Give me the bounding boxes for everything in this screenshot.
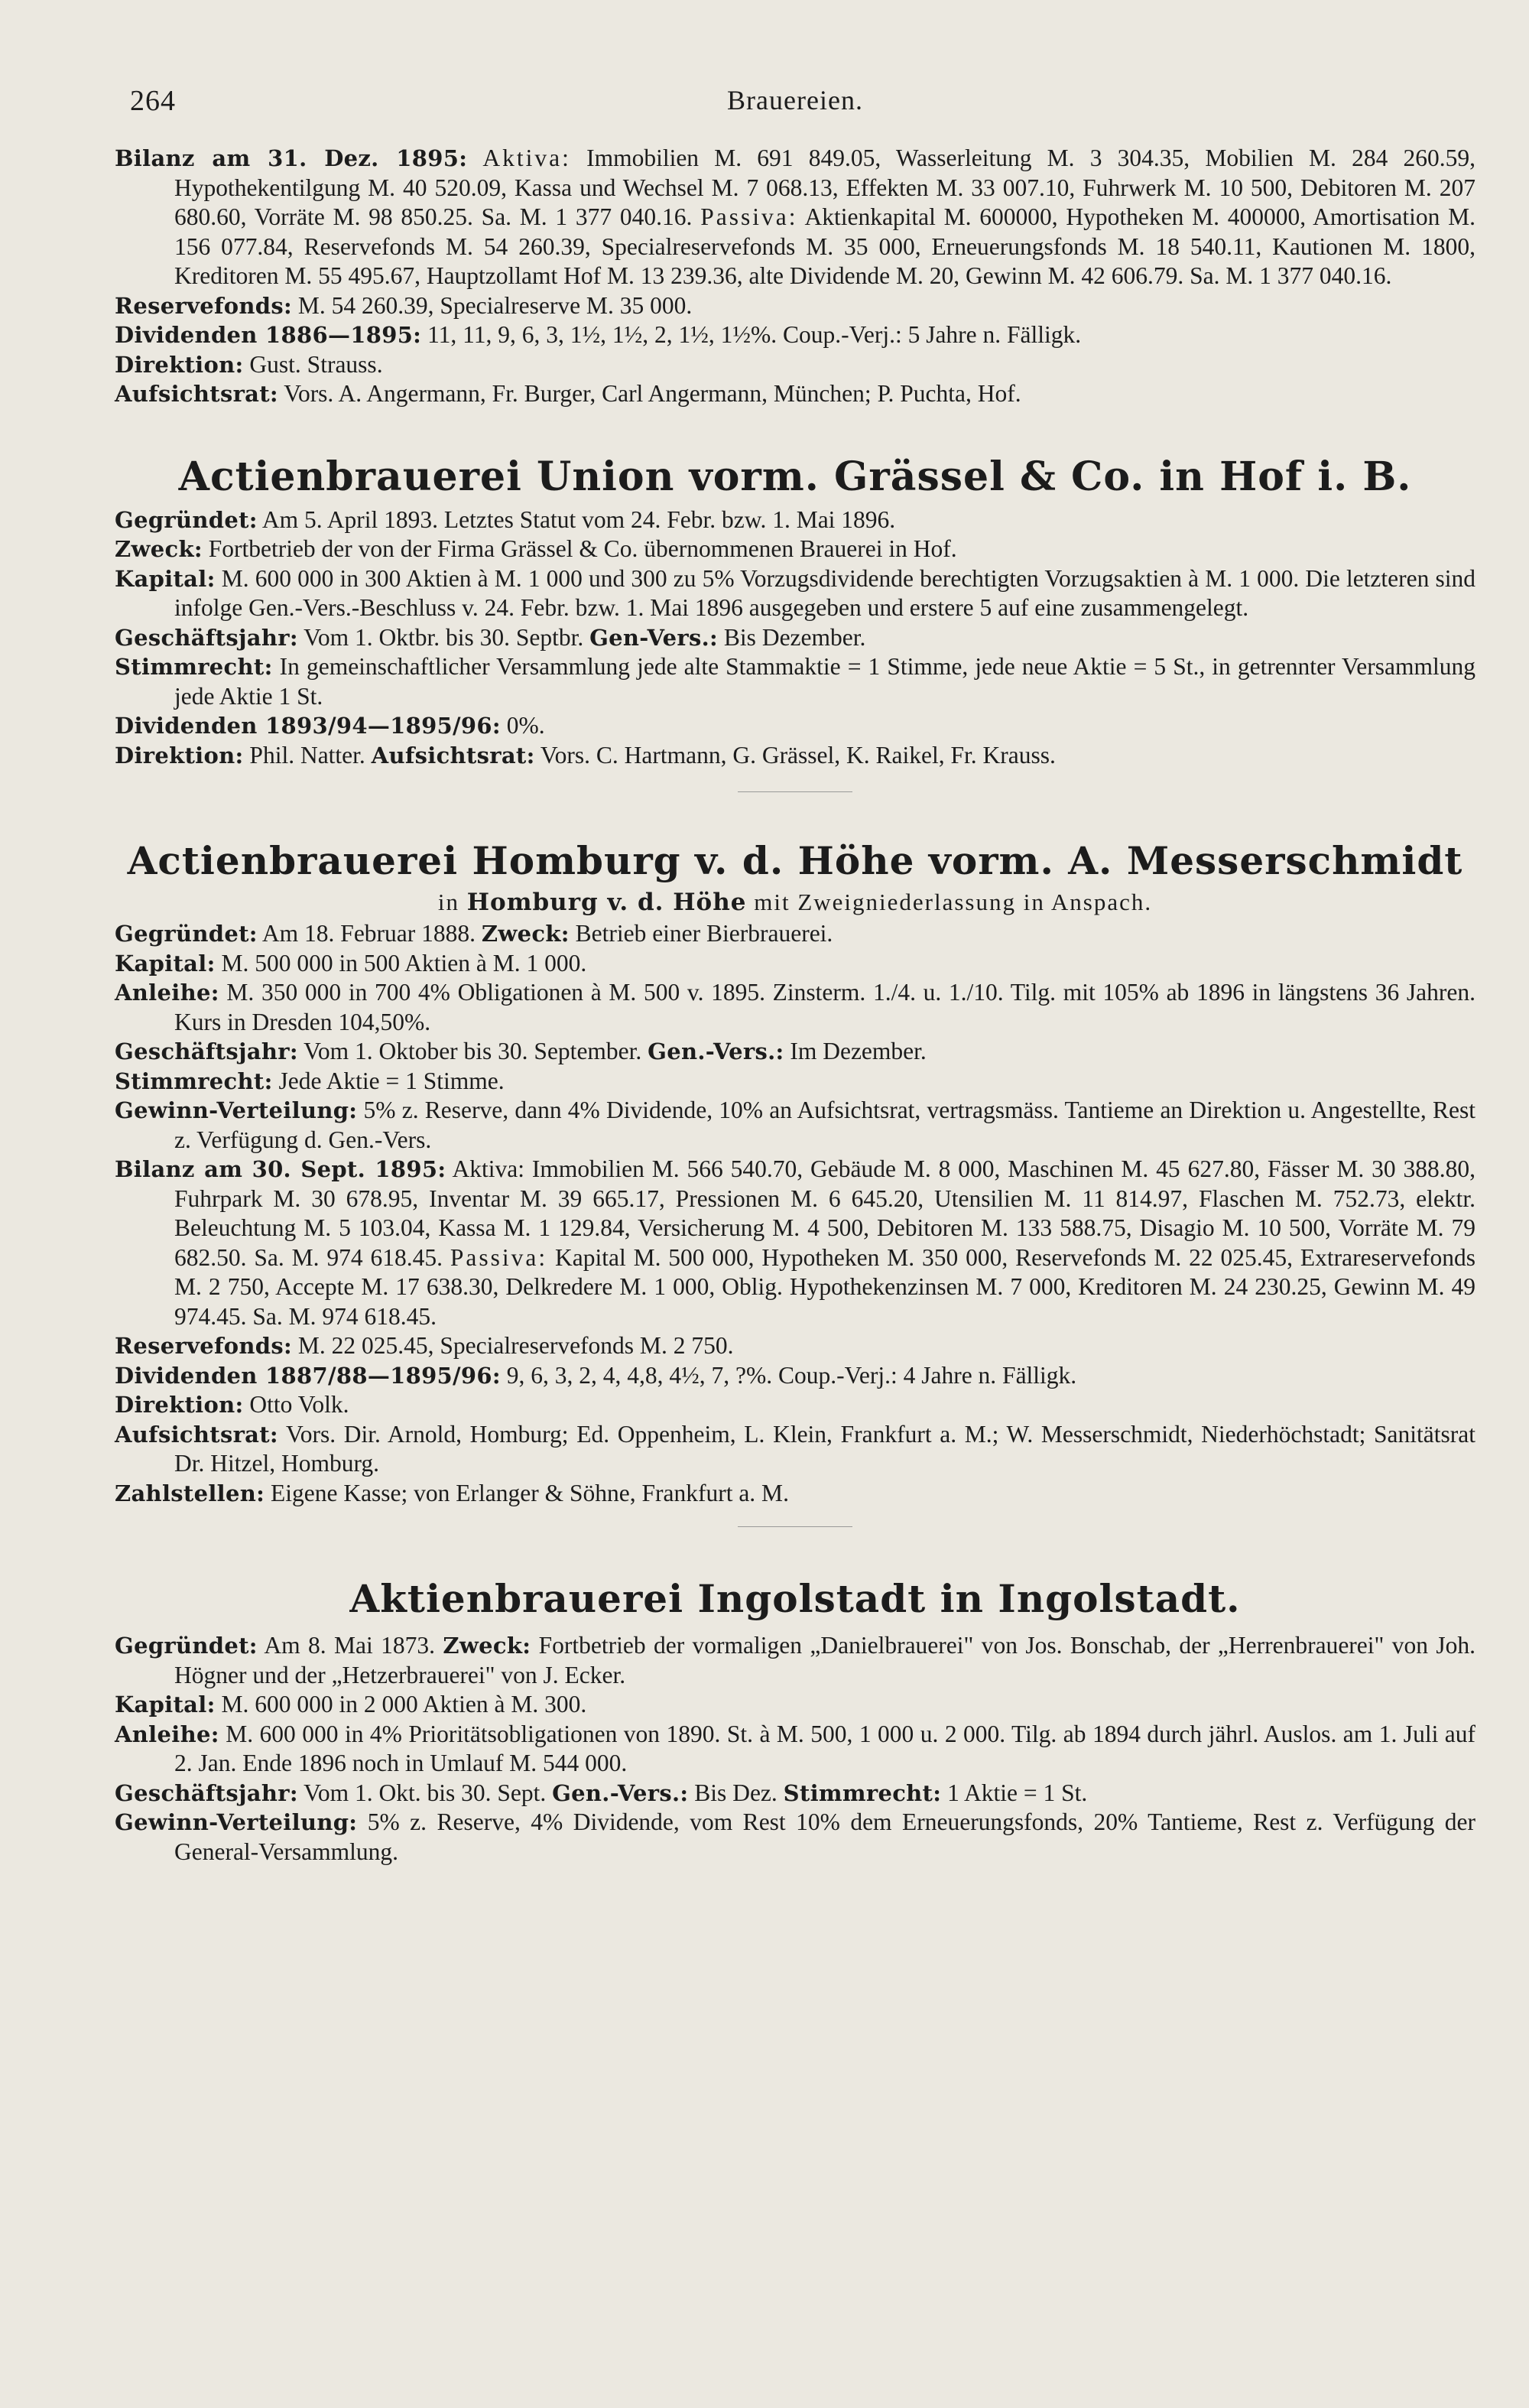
entry-text: Betrieb einer Bierbrauerei. bbox=[575, 920, 833, 947]
subtitle-text: mit Zweigniederlassung in Anspach. bbox=[754, 889, 1153, 915]
section-divider bbox=[738, 791, 852, 792]
entry-label: Gen.-Vers.: bbox=[648, 1038, 784, 1064]
entry-label: Direktion: bbox=[115, 351, 244, 378]
company-title: Aktienbrauerei Ingolstadt in Ingolstadt. bbox=[349, 1576, 1241, 1621]
entry-text: M. 22 025.45, Specialreservefonds M. 2 750. bbox=[297, 1332, 734, 1359]
entry-text: Am 5. April 1893. Letztes Statut vom 24. Febr. bzw. 1. Mai 1896. bbox=[261, 505, 896, 533]
entry-text: Vors. A. Angermann, Fr. Burger, Carl Angermann, München; P. Puchta, Hof. bbox=[284, 380, 1021, 407]
entry-label: Kapital: bbox=[115, 950, 216, 977]
entry-text: 5% z. Reserve, dann 4% Dividende, 10% an Aufsichtsrat, vertragsmäss. Tantieme an Direktion u. Angestellte, Rest z. Verfügung d. Gen.-Vers. bbox=[174, 1097, 1475, 1153]
running-head bbox=[115, 84, 1475, 130]
entry-text: 1 Aktie = 1 St. bbox=[947, 1779, 1088, 1806]
entry-text: Vom 1. Okt. bis 30. Sept. bbox=[304, 1779, 547, 1806]
entry-text: Vom 1. Oktbr. bis 30. Septbr. bbox=[304, 623, 584, 651]
entry-kapital bbox=[115, 949, 1475, 979]
entry-label: Direktion: bbox=[115, 742, 244, 769]
entry-label: Gegründet: bbox=[115, 1633, 258, 1659]
entry-bilanz-1895 bbox=[115, 144, 1475, 291]
entry-stimmrecht bbox=[115, 652, 1475, 711]
entry-reservefonds bbox=[115, 291, 1475, 321]
entry-label: Zweck: bbox=[481, 921, 570, 947]
entry-text: M. 500 000 in 500 Aktien à M. 1 000. bbox=[221, 949, 587, 977]
entry-text: M. 600 000 in 300 Aktien à M. 1 000 und 300 zu 5% Vorzugsdividende berechtigten Vorzugsaktien à M. 1 000. Die letzteren sind infolge Gen.-Vers.-Beschluss v. 24. Febr. bzw. 1. Mai 1896 ausgegeben und erstere 5 auf eine zusammengelegt. bbox=[174, 564, 1475, 621]
entry-label: Geschäftsjahr: bbox=[115, 1038, 298, 1064]
entry-text: M. 54 260.39, Specialreserve M. 35 000. bbox=[297, 291, 693, 319]
entry-aufsichtsrat bbox=[115, 379, 1475, 409]
company-title: Actienbrauerei Union vorm. Grässel & Co. in Hof i. B. bbox=[178, 453, 1412, 500]
entry-label: Geschäftsjahr: bbox=[115, 624, 298, 651]
entry-kapital bbox=[115, 564, 1475, 623]
entry-text: 9, 6, 3, 2, 4, 4,8, 4½, 7, ?%. Coup.-Verj.: 4 Jahre n. Fälligk. bbox=[506, 1361, 1077, 1389]
entry-label: Kapital: bbox=[115, 565, 216, 592]
entry-geschaeftsjahr bbox=[115, 623, 1475, 653]
entry-anleihe bbox=[115, 1720, 1475, 1779]
entry-text: Am 18. Februar 1888. bbox=[261, 920, 476, 947]
entry-text: M. 350 000 in 700 4% Obligationen à M. 500 v. 1895. Zinsterm. 1./4. u. 1./10. Tilg. mit 105% ab 1896 in längstens 36 Jahren. Kurs in Dresden 104,50%. bbox=[174, 979, 1476, 1035]
entry-label: Direktion: bbox=[115, 1392, 244, 1418]
entry-kapital bbox=[115, 1690, 1475, 1720]
entry-zahlstellen bbox=[115, 1479, 1475, 1509]
entry-direktion bbox=[115, 350, 1475, 380]
entry-text: 0%. bbox=[506, 712, 545, 739]
entry-geschaeftsjahr bbox=[115, 1779, 1475, 1808]
entry-dividenden bbox=[115, 1361, 1475, 1391]
entry-label: Aufsichtsrat: bbox=[115, 1421, 278, 1448]
entry-text: Vors. C. Hartmann, G. Grässel, K. Raikel, Fr. Krauss. bbox=[540, 741, 1056, 769]
entry-zweck bbox=[115, 535, 1475, 564]
entry-text: Im Dezember. bbox=[790, 1038, 927, 1064]
entry-label: Stimmrecht: bbox=[115, 1068, 273, 1094]
entry-label: Reservefonds: bbox=[115, 292, 293, 319]
company-title: Actienbrauerei Homburg v. d. Höhe vorm. A. Messerschmidt bbox=[127, 838, 1463, 883]
entry-text: Am 8. Mai 1873. bbox=[264, 1632, 436, 1659]
entry-text: Vors. Dir. Arnold, Homburg; Ed. Oppenheim, L. Klein, Frankfurt a. M.; W. Messerschmidt, Niederhöchstadt; Sanitätsrat Dr. Hitzel, Homburg. bbox=[174, 1420, 1475, 1477]
entry-label: Anleihe: bbox=[115, 980, 219, 1006]
entry-label: Dividenden 1893/94—1895/96: bbox=[115, 713, 501, 739]
company-subtitle bbox=[115, 889, 1475, 916]
entry-label: Zweck: bbox=[115, 536, 203, 562]
entry-label: Geschäftsjahr: bbox=[115, 1779, 298, 1806]
entry-label: Gen-Vers.: bbox=[589, 624, 719, 651]
entry-direktion bbox=[115, 741, 1475, 771]
entry-label: Reservefonds: bbox=[115, 1333, 293, 1359]
entry-text: Phil. Natter. bbox=[249, 741, 365, 769]
page-number: 264 bbox=[130, 85, 176, 117]
entry-reservefonds bbox=[115, 1331, 1475, 1361]
entry-text: In gemeinschaftlicher Versammlung jede alte Stammaktie = 1 Stimme, jede neue Aktie = 5 St., in getrennter Versammlung jede Aktie 1 St. bbox=[174, 653, 1475, 710]
entry-label: Dividenden 1887/88—1895/96: bbox=[115, 1362, 501, 1389]
entry-text: 11, 11, 9, 6, 3, 1½, 1½, 2, 1½, 1½%. Coup.-Verj.: 5 Jahre n. Fälligk. bbox=[427, 321, 1082, 348]
entry-label: Bilanz am 30. Sept. 1895: bbox=[115, 1156, 446, 1182]
section-ingolstadt bbox=[115, 1574, 1475, 1867]
entry-gegruendet bbox=[115, 505, 1475, 535]
entry-text: Aktienkapital M. 600000, Hypotheken M. 400000, Amortisation M. 156 077.84, Reservefonds M. 54 260.39, Specialreservefonds M. 35 000, Erneuerungsfonds M. 18 540.11, Kautionen M. 1800, Kreditoren M. 55 495.67, Hauptzollamt Hof M. 13 239.36, alte Dividende M. 20, Gewinn M. 42 606.79. Sa. M. 1 377 040.16. bbox=[174, 203, 1476, 289]
entry-geschaeftsjahr bbox=[115, 1037, 1475, 1067]
entry-text: Bis Dez. bbox=[694, 1779, 777, 1806]
subtitle-place: Homburg v. d. Höhe bbox=[466, 889, 747, 916]
entry-label: Zweck: bbox=[443, 1633, 531, 1659]
entry-label: Bilanz am 31. Dez. 1895: bbox=[115, 145, 468, 171]
entry-stimmrecht bbox=[115, 1067, 1475, 1097]
entry-text: Aktiva: Immobilien M. 566 540.70, Gebäude M. 8 000, Maschinen M. 45 627.80, Fässer M. 30 388.80, Fuhrpark M. 30 678.95, Inventar M. 39 665.17, Pressionen M. 6 645.20, Utensilien M. 11 814.97, Flaschen M. 752.73, elektr. Beleuchtung M. 5 103.04, Kassa M. 1 129.84, Versicherung M. 4 500, Debitoren M. 133 588.75, Disagio M. 10 500, Vorräte M. 79 682.50. Sa. M. 974 618.45. bbox=[174, 1155, 1476, 1271]
section-divider bbox=[738, 1526, 852, 1527]
entry-dividenden bbox=[115, 320, 1475, 350]
entry-spaced-label: Passiva: bbox=[450, 1243, 548, 1271]
entry-text: Fortbetrieb der von der Firma Grässel & Co. übernommenen Brauerei in Hof. bbox=[208, 535, 957, 562]
entry-label: Aufsichtsrat: bbox=[371, 742, 535, 769]
entry-spaced-label: Passiva: bbox=[700, 203, 798, 230]
entry-text: Immobilien M. 691 849.05, Wasserleitung M. 3 304.35, Mobilien M. 284 260.59, Hypothekentilgung M. 40 520.09, Kassa und Wechsel M. 7 068.13, Effekten M. 33 007.10, Fuhrwerk M. 10 500, Debitoren M. 207 680.60, Vorräte M. 98 850.25. Sa. M. 1 377 040.16. bbox=[174, 145, 1476, 230]
section-continued-entry bbox=[115, 144, 1475, 409]
entry-label: Aufsichtsrat: bbox=[115, 381, 278, 407]
entry-dividenden bbox=[115, 711, 1475, 741]
entry-bilanz bbox=[115, 1155, 1475, 1331]
entry-label: Gewinn-Verteilung: bbox=[115, 1809, 358, 1835]
entry-gegruendet bbox=[115, 919, 1475, 949]
entry-label: Zahlstellen: bbox=[115, 1480, 265, 1506]
entry-label: Gen.-Vers.: bbox=[552, 1779, 689, 1806]
entry-label: Gegründet: bbox=[115, 921, 258, 947]
entry-text: Eigene Kasse; von Erlanger & Söhne, Frankfurt a. M. bbox=[270, 1479, 789, 1506]
subtitle-text: in bbox=[437, 889, 459, 915]
entry-text: M. 600 000 in 2 000 Aktien à M. 300. bbox=[221, 1691, 587, 1717]
entry-text: Otto Volk. bbox=[249, 1391, 349, 1418]
entry-gewinn-verteilung bbox=[115, 1096, 1475, 1155]
entry-text: M. 600 000 in 4% Prioritätsobligationen von 1890. St. à M. 500, 1 000 u. 2 000. Tilg. ab 1894 durch jährl. Auslos. am 1. Juli auf 2. Jan. Ende 1896 noch in Umlauf M. 544 000. bbox=[174, 1720, 1476, 1776]
entry-text: Vom 1. Oktober bis 30. September. bbox=[304, 1038, 642, 1064]
entry-text: 5% z. Reserve, 4% Dividende, vom Rest 10% dem Erneuerungsfonds, 20% Tantieme, Rest z. Verfügung der General-Versammlung. bbox=[174, 1808, 1476, 1865]
entry-text: Jede Aktie = 1 Stimme. bbox=[278, 1067, 505, 1094]
entry-label: Dividenden 1886—1895: bbox=[115, 322, 422, 348]
entry-label: Stimmrecht: bbox=[115, 654, 273, 680]
entry-label: Stimmrecht: bbox=[783, 1779, 942, 1806]
entry-gegruendet bbox=[115, 1631, 1475, 1690]
section-union-hof bbox=[115, 452, 1475, 771]
entry-aufsichtsrat bbox=[115, 1420, 1475, 1479]
entry-text: Bis Dezember. bbox=[723, 623, 866, 651]
section-homburg bbox=[115, 837, 1475, 1508]
entry-label: Kapital: bbox=[115, 1691, 216, 1717]
entry-label: Gegründet: bbox=[115, 506, 258, 533]
entry-gewinn-verteilung bbox=[115, 1808, 1475, 1867]
entry-text: Fortbetrieb der vormaligen „Danielbrauerei" von Jos. Bonschab, der „Herrenbrauerei" von Joh. Högner und der „Hetzerbrauerei" von J. Ecker. bbox=[174, 1632, 1476, 1688]
entry-label: Anleihe: bbox=[115, 1721, 219, 1747]
entry-direktion bbox=[115, 1390, 1475, 1420]
entry-label: Gewinn-Verteilung: bbox=[115, 1097, 358, 1123]
entry-text: Gust. Strauss. bbox=[249, 350, 383, 378]
entry-anleihe bbox=[115, 978, 1475, 1037]
entry-text: Kapital M. 500 000, Hypotheken M. 350 000, Reservefonds M. 22 025.45, Extrareservefonds M. 2 750, Accepte M. 17 638.30, Delkredere M. 1 000, Oblig. Hypothekenzinsen M. 7 000, Kreditoren M. 24 230.25, Gewinn M. 49 974.45. Sa. M. 974 618.45. bbox=[174, 1243, 1476, 1330]
entry-spaced-label: Aktiva: bbox=[482, 145, 571, 171]
running-title: Brauereien. bbox=[727, 85, 863, 115]
